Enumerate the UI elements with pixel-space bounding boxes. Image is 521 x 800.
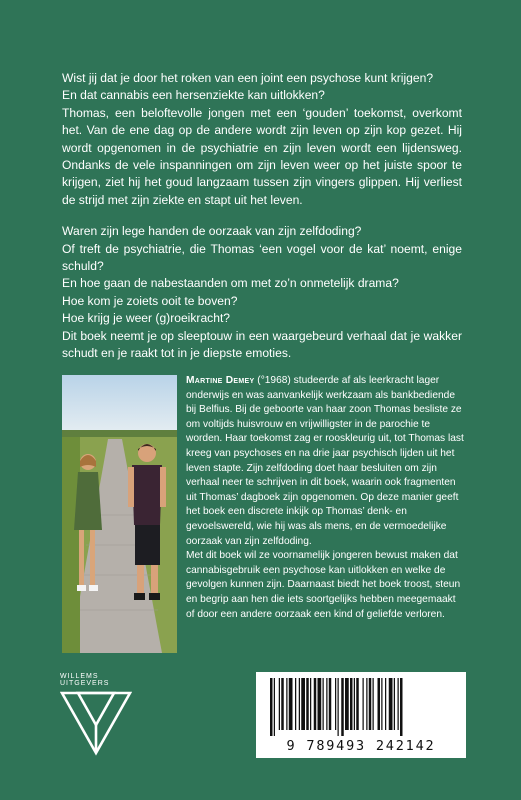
barcode-bar xyxy=(394,678,395,730)
barcode-bar xyxy=(326,678,327,730)
barcode-bar xyxy=(366,678,367,730)
author-name: Martine Demey xyxy=(186,375,255,386)
barcode-bar xyxy=(335,678,336,730)
barcode-bar xyxy=(338,678,339,736)
barcode-bar xyxy=(279,678,280,730)
barcode-bar xyxy=(299,678,300,730)
barcode-bar xyxy=(373,678,374,730)
isbn-number: 9 789493 242142 xyxy=(286,738,436,754)
question-line: Waren zijn lege handen de oorzaak van zijn zelfdoding? xyxy=(62,224,362,239)
question-line: Hoe krijg je weer (g)roeikracht? xyxy=(62,311,231,326)
willems-w-triangle-logo-icon xyxy=(60,691,132,757)
barcode-bar xyxy=(398,678,399,730)
closing-paragraph: Dit boek neemt je op sleeptouw in een waargebeurd verhaal dat je wakker schudt en je raakt tot in je diepste emoties. xyxy=(62,328,462,361)
intro-line: Wist jij dat je door het roken van een joint een psychose kunt krijgen? xyxy=(62,71,434,85)
publisher-name: WILLEMS UITGEVERS xyxy=(60,673,110,687)
barcode-bar xyxy=(378,678,381,730)
barcode-bar xyxy=(274,678,275,736)
barcode-bar xyxy=(281,678,284,730)
publisher-logo xyxy=(60,673,140,762)
question-line: Of treft de psychiatrie, die Thomas ‘een vogel voor de kat’ noemt, enige schuld? xyxy=(62,241,462,274)
bio-paragraph: Met dit boek wil ze voornamelijk jongeren bewust maken dat cannabisgebruik een psychose kan uitlokken en welke de gevolgen kunnen zijn. Daarnaast biedt het boek troost, steun en begrip aan hen die iets soortgelijks hebben meegemaakt of door een andere oorzaak een kind of geliefde verloren. xyxy=(186,550,461,620)
bio-paragraph xyxy=(186,374,464,549)
barcode-bar xyxy=(286,678,287,730)
question-line: En hoe gaan de nabestaanden om met zo’n onmetelijk drama? xyxy=(62,276,399,291)
barcode-bar xyxy=(356,678,359,730)
barcode-bar xyxy=(306,678,309,730)
barcode-bar xyxy=(318,678,322,730)
intro-line: En dat cannabis een hersenziekte kan uitlokken? xyxy=(62,88,325,103)
barcode-bars xyxy=(256,672,466,738)
barcode-bar xyxy=(354,678,355,730)
barcode-bar xyxy=(295,678,296,730)
isbn-barcode xyxy=(256,672,466,758)
barcode-bar xyxy=(289,678,293,730)
author-bio xyxy=(186,374,464,622)
author-photo xyxy=(62,375,177,653)
barcode-bar xyxy=(350,678,353,730)
barcode-bar xyxy=(341,678,344,736)
barcode-bar xyxy=(385,678,386,730)
barcode-bar xyxy=(345,678,349,730)
barcode-bar xyxy=(310,678,311,730)
barcode-bar xyxy=(314,678,317,730)
barcode-bar xyxy=(381,678,382,730)
barcode-bar xyxy=(329,678,332,730)
story-paragraph: Thomas, een beloftevolle jongen met een ‘gouden’ toekomst, overkomt het. Van de ene dag op de andere wordt zijn leven op zijn kop gezet. Hij wordt opgenomen in de psychiatrie en zijn leven wordt een lijdensweg. Ondanks de vele inspanningen om zijn leven weer op het juiste spoor te krijgen, ziet hij het goud langzaam tussen zijn vingers glippen. Hij verliest de strijd met zijn ziekte en stapt uit het leven. xyxy=(62,105,462,207)
barcode-bar xyxy=(270,678,273,736)
question-line: Hoe kom je zoiets ooit te boven? xyxy=(62,293,238,308)
bio-text: (°1968) studeerde af als leerkracht lager onderwijs en was aanvankelijk werkzaam als bankbediende bij Belfius. Bij de geboorte van haar zoon Thomas besliste ze om voltijds huisvrouw en vrijwilligster in de parochie te worden. Haar toekomst zag er rooskleurig uit, tot Thomas last kreeg van psychoses en na drie jaar psychisch lijden uit het leven stapte. Zijn zelfdoding doet haar besluiten om zijn verhaal neer te schrijven in dit boek, waarin ook fragmenten uit Thomas’ dagboek zijn opgenomen. Op deze manier geeft het boek een discrete inkijk op Thomas’ denk- en gevoelswereld, wie hij was als mens, en de vermoedelijke oorzaak van zijn zelfdoding. xyxy=(186,375,464,547)
barcode-bar xyxy=(323,678,324,730)
barcode-bar xyxy=(369,678,372,730)
barcode-bar xyxy=(389,678,393,730)
barcode-bar xyxy=(400,678,403,736)
back-cover-blurb xyxy=(62,70,462,363)
barcode-bar xyxy=(363,678,364,730)
barcode-bar xyxy=(301,678,305,730)
